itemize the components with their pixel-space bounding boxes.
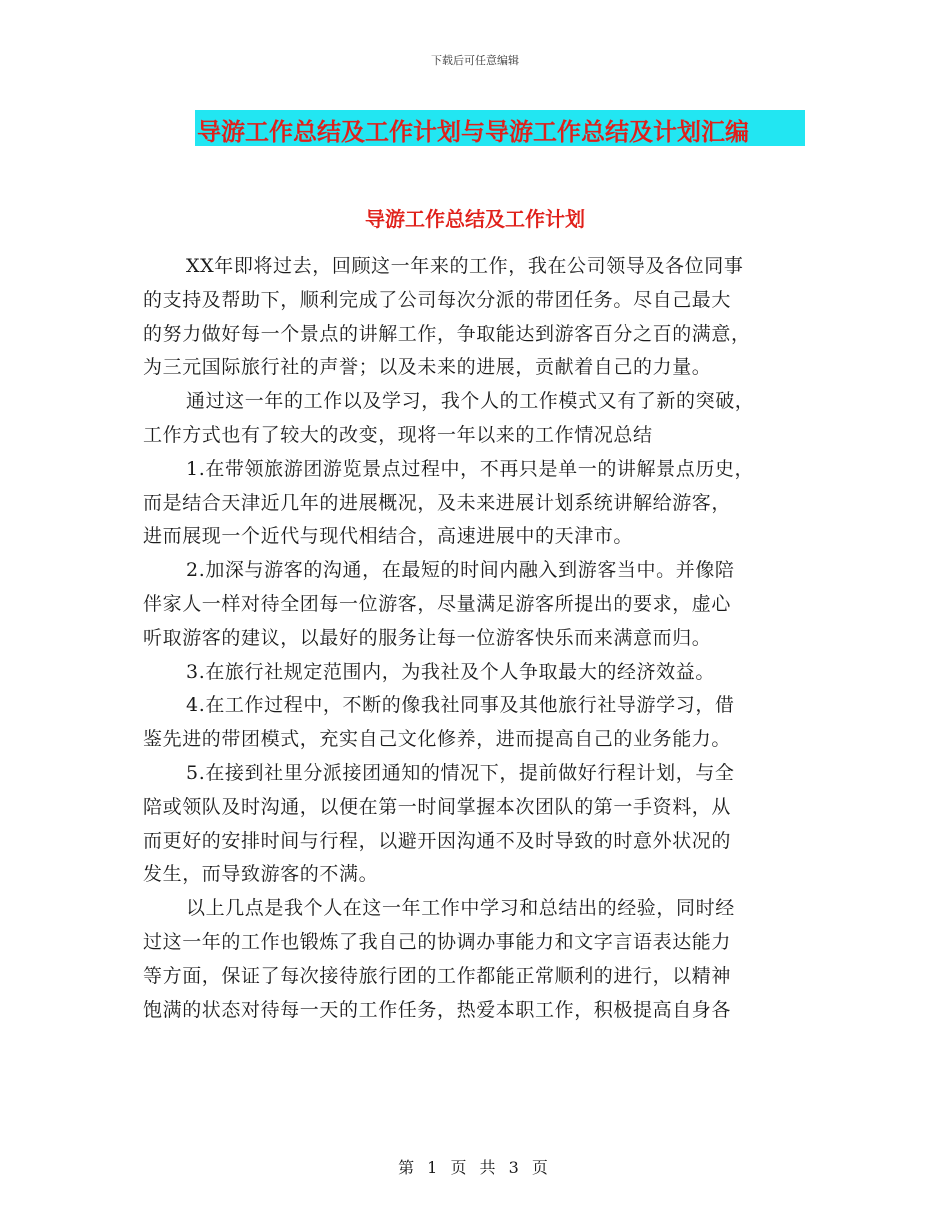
section-subtitle: 导游工作总结及工作计划 — [365, 207, 585, 231]
body-line: 的支持及帮助下，顺利完成了公司每次分派的带团任务。尽自己最大 — [143, 288, 732, 311]
page-footer: 第 1 页 共 3 页 — [398, 1158, 552, 1177]
body-line: 通过这一年的工作以及学习，我个人的工作模式又有了新的突破， — [186, 390, 755, 413]
body-line: 饱满的状态对待每一天的工作任务，热爱本职工作，积极提高自身各 — [143, 998, 732, 1021]
body-line: 的努力做好每一个景点的讲解工作，争取能达到游客百分之百的满意， — [143, 322, 751, 345]
body-line: 以上几点是我个人在这一年工作中学习和总结出的经验，同时经 — [186, 897, 735, 920]
body-line: 工作方式也有了较大的改变，现将一年以来的工作情况总结 — [143, 423, 653, 446]
body-line: 过这一年的工作也锻炼了我自己的协调办事能力和文字言语表达能力 — [143, 930, 732, 953]
body-line: 发生，而导致游客的不满。 — [143, 863, 379, 886]
body-line: 2.加深与游客的沟通，在最短的时间内融入到游客当中。并像陪 — [186, 559, 735, 582]
body-line: 陪或领队及时沟通，以便在第一时间掌握本次团队的第一手资料，从 — [143, 795, 732, 818]
body-line: XX年即将过去，回顾这一年来的工作，我在公司领导及各位同事 — [186, 255, 744, 277]
body-line: 为三元国际旅行社的声誉；以及未来的进展，贡献着自己的力量。 — [143, 356, 712, 379]
body-line: 4.在工作过程中，不断的像我社同事及其他旅行社导游学习，借 — [186, 694, 735, 717]
main-title: 导游工作总结及工作计划与导游工作总结及计划汇编 — [197, 118, 749, 146]
body-line: 进而展现一个近代与现代相结合，高速进展中的天津市。 — [143, 525, 634, 548]
body-line: 伴家人一样对待全团每一位游客，尽量满足游客所提出的要求，虚心 — [143, 592, 732, 615]
body-line: 3.在旅行社规定范围内，为我社及个人争取最大的经济效益。 — [186, 660, 715, 683]
body-line: 1.在带领旅游团游览景点过程中，不再只是单一的讲解景点历史， — [186, 457, 755, 480]
body-line: 5.在接到社里分派接团通知的情况下，提前做好行程计划，与全 — [186, 761, 735, 784]
header-note: 下载后可任意编辑 — [431, 54, 519, 67]
body-line: 等方面，保证了每次接待旅行团的工作都能正常顺利的进行，以精神 — [143, 964, 732, 987]
body-line: 听取游客的建议，以最好的服务让每一位游客快乐而来满意而归。 — [143, 626, 712, 649]
body-line: 鉴先进的带团模式，充实自己文化修养，进而提高自己的业务能力。 — [143, 728, 732, 751]
document-body — [143, 250, 803, 1027]
body-line: 而是结合天津近几年的进展概况，及未来进展计划系统讲解给游客， — [143, 491, 732, 514]
body-line: 而更好的安排时间与行程，以避开因沟通不及时导致的时意外状况的 — [143, 829, 732, 852]
